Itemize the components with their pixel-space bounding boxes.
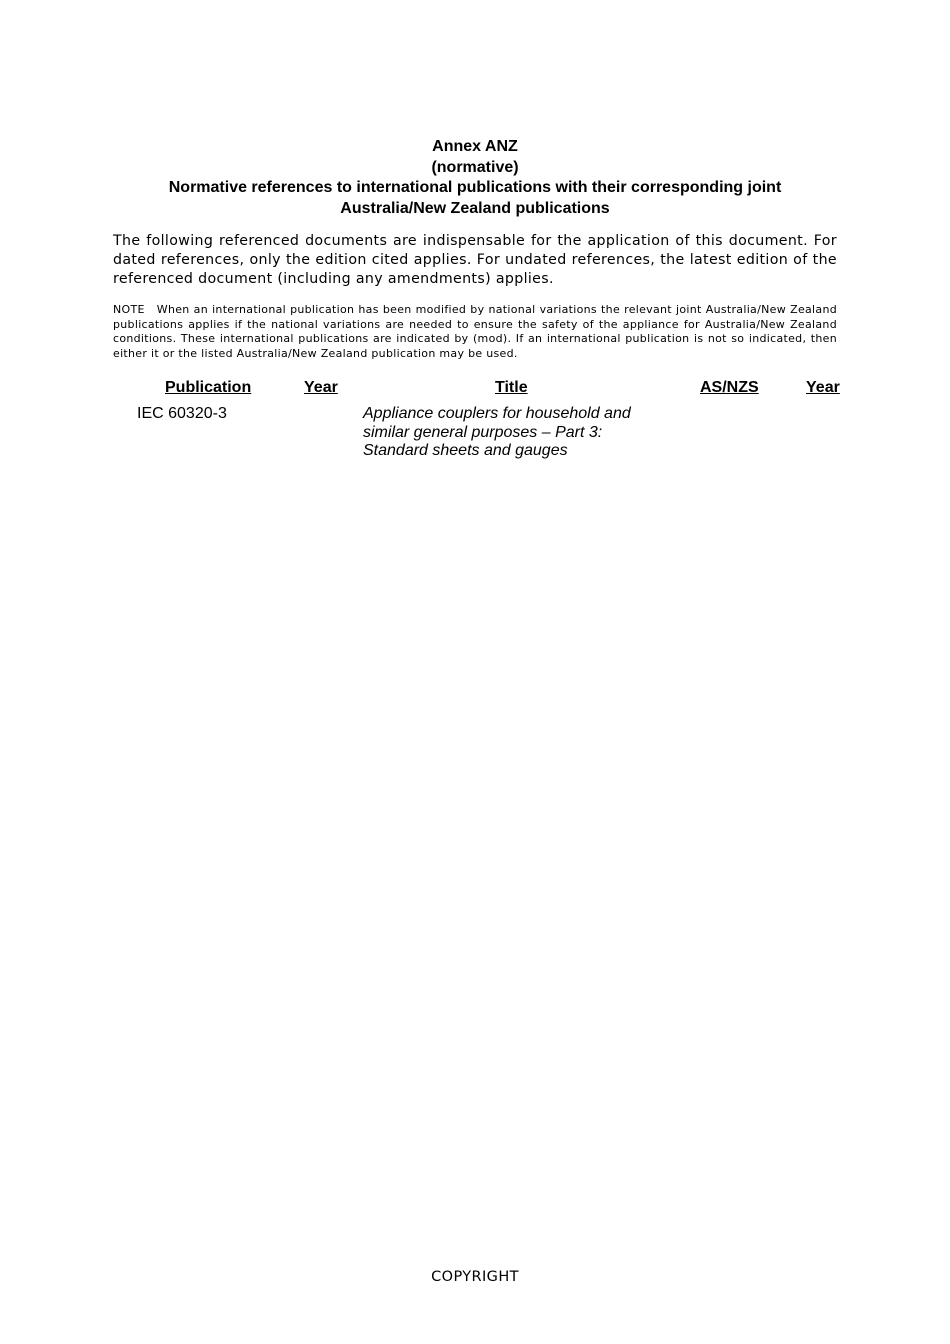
note-paragraph <box>113 303 837 362</box>
annex-heading <box>113 137 837 219</box>
intro-paragraph: The following referenced documents are indispensable for the application of this document. For dated references, only the edition cited applies. For undated references, the latest edition of the referenced document (including any amendments) applies. <box>113 233 837 287</box>
column-header-publication: Publication <box>165 379 252 396</box>
annex-subtitle-line-2: Australia/New Zealand publications <box>340 199 610 217</box>
annex-status: (normative) <box>431 158 519 176</box>
column-header-asnzs: AS/NZS <box>700 379 759 396</box>
column-header-asnzs-year: Year <box>806 379 840 396</box>
footer-copyright: COPYRIGHT <box>431 1269 519 1285</box>
row-title: Appliance couplers for household and similar general purposes – Part 3: Standard sheets and gauges <box>363 405 631 459</box>
note-label: NOTE <box>113 303 145 316</box>
annex-subtitle-line-1: Normative references to international publications with their corresponding joint <box>168 179 782 196</box>
note-text: When an international publication has been modified by national variations the relevant joint Australia/New Zealand publications applies if the national variations are needed to ensure the safety of the appliance for Australia/New Zealand conditions. These international publications are indicated by (mod). If an international publication is not so indicated, then either it or the listed Australia/New Zealand publication may be used. <box>113 303 837 361</box>
column-header-year: Year <box>304 379 338 396</box>
annex-title: Annex ANZ <box>432 138 518 155</box>
column-header-title: Title <box>495 379 528 396</box>
row-publication: IEC 60320-3 <box>137 405 227 422</box>
